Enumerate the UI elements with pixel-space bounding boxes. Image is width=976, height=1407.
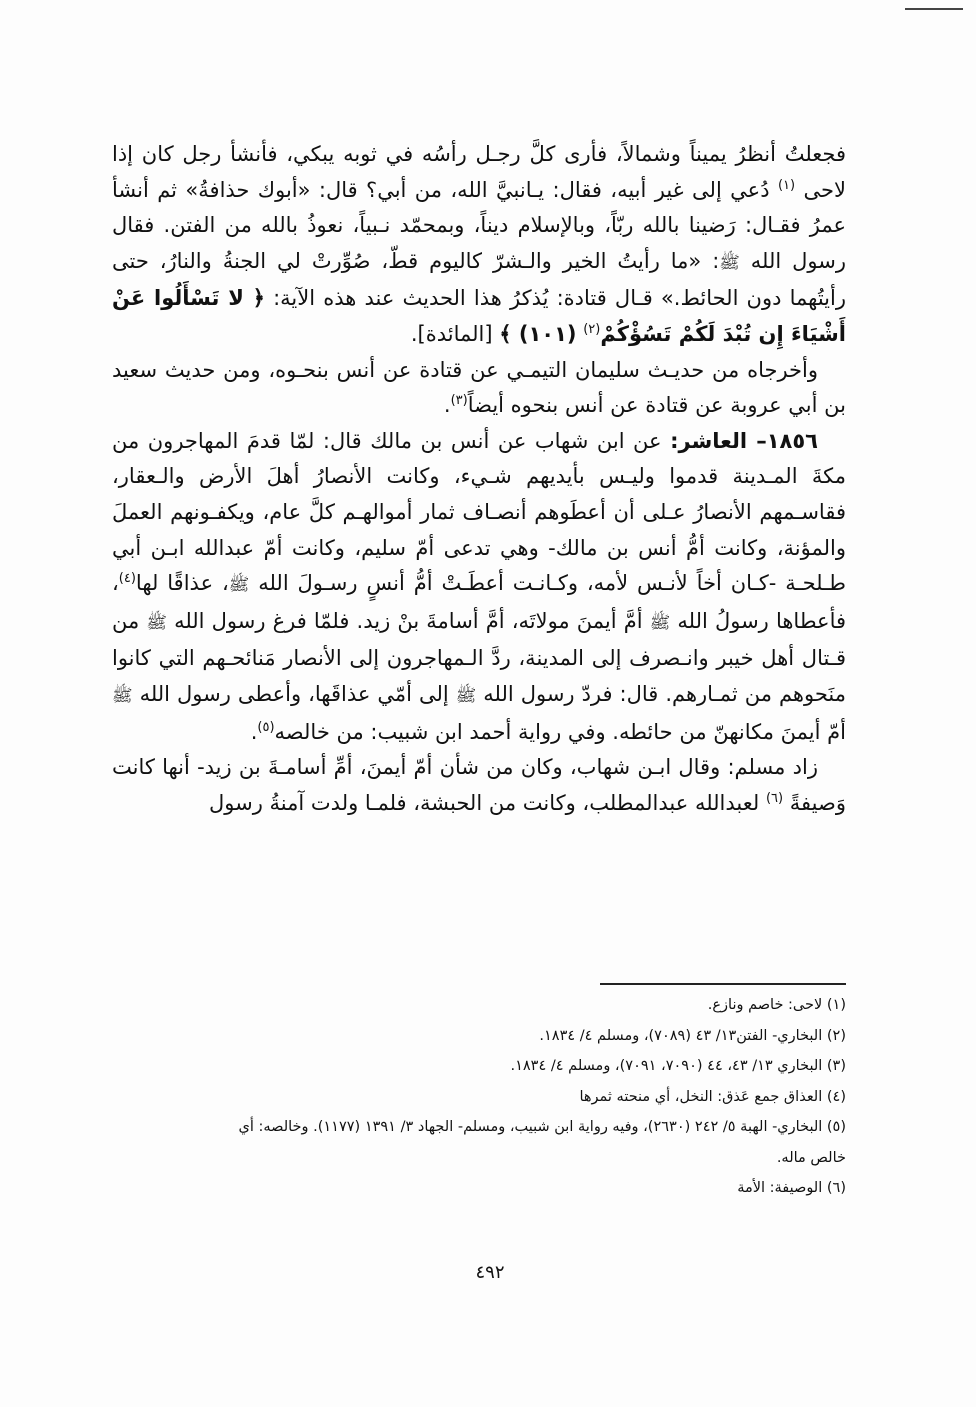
paragraph-4 [112,750,846,821]
text-run: عن ابن شهاب عن أنس بن مالك قال: لمّا قدمَ المهاجرون من مكةَ المـدينة قدموا وليـس بأيديهم شـيء، وكانت الأنصارُ أهلَ الأرض والـعقار، فقاسـمهم الأنصارُ عـلى أن أعطَوهم أنصـاف ثمار أموالهـم كلَّ عام، ويكفـونهم العملَ والمؤنة، وكانت أمُّ أنس بن مالك- وهي تدعى أمّ سليم، وكانت أمّ عبدالله ابـن أبي طـلحـة -كـان أخاً لأنـس لأمه، وكـانـت أعطَـتْ أمُّ أنسٍ رسـولَ الله [112,428,846,596]
footnote-1: (١) لاحى: خاصم ونازع. [707,997,846,1013]
footnote-marker-5: (٥) [257,719,275,735]
text-run: من قـتال أهل خيبر وانـصرف إلى المدينة، ردَّ الـمهاجرون إلى الأنصار مَنائحـهم التي كانوا منَحوهم من ثمـارهم. قال: فردّ رسول الله [112,608,846,706]
footnote-4: (٤) العذاق جمع عَذق: النخل، أي منحته ثمرها [579,1088,846,1105]
footnote-marker-2: (٢) [583,321,601,337]
footnote-5-continuation: خالص ماله. [776,1149,846,1166]
top-edge-mark [905,8,963,11]
salawat-glyph: ﷺ [455,685,477,706]
footnotes-section [112,990,846,1204]
footnote-6: (٦) الوصيفة: الأمة [737,1180,846,1196]
text-run: : «ما رأيتُ الخير والـشرّ كاليوم قطّ، صُوِّرتْ لي الجنةُ والنارُ، حتى رأيتُهما دون الحائط.» قـال قتادة: يُذكرُ هذا الحديث عند هذه الآية: [112,248,846,311]
paragraph-3 [112,424,846,750]
text-run: دُعي إلى غير أبيه، فقال: يـانبيَّ الله، من أبي؟ قال: «أبوك حذافةُ» ثم أنشأ عمرُ فقـال: رَضينا بالله ربّاً، وبالإسلام ديناً، وبمحمّد نـبياً، نعوذُ بالله من الفتن. فقال رسول الله [112,177,846,273]
footnote-5: (٥) البخاري- الهبة ٥/ ٢٤٢ (٢٦٣٠)، وفيه رواية ابن شبيب، ومسلم- الجهاد ٣/ ١٣٩١ (١١٧٧). وخالصه: أي [238,1119,846,1135]
surah-name: [المائدة]. [410,321,493,346]
footnote-marker-4: (٤) [118,571,136,587]
ayah-number: (١٠١) ﴾ [499,321,577,346]
text-run: أمَّ أيمنَ مولاتَه، أمَّ أسامةَ بنْ زيد. فلمّا فرغ رسول الله [174,608,643,633]
salawat-glyph: ﷺ [112,685,133,706]
text-run: أمّ أيمنَ مكانهنّ من حائطه. وفي رواية أحمد ابن شبيب: من خالصه [274,719,846,744]
paragraph-1 [112,137,846,353]
footnote-divider [600,983,846,985]
footnote-2: (٢) البخاري- الفتن١٣/ ٤٣ (٧٠٨٩)، ومسلم ٤/ ١٨٣٤. [539,1027,846,1044]
page-number: ٤٩٢ [475,1262,505,1283]
quran-verse: ﴿ لا تَسْأَلُوا عَنْ أَشْيَاءَ إِن تُبْدَ لَكُمْ تَسُؤْكُمْ [112,286,846,346]
text-run: إلى أمّي عذاقَها، وأعطى رسول الله [139,681,449,706]
salawat-glyph: ﷺ [228,575,250,596]
text-run: لعبدالله عبدالمطلب، وكانت من الحبشة، فلمـا ولدت آمنةُ رسول [209,790,760,815]
salawat-glyph: ﷺ [649,612,671,633]
footnote-marker-3: (٣) [450,393,468,409]
salawat-glyph: ﷺ [146,612,167,633]
footnote-marker-1: (١) [777,177,796,193]
text-run: ، فأعطاها رسولُ الله [112,571,847,633]
text-run: زاد مسلم: وقال ابـن شهاب، وكان من شأن أمّ أيمنَ، أمِّ أسامـةَ بن زيد- أنها كانت وَصيفةً [112,755,846,815]
salawat-glyph: ﷺ [719,252,740,273]
footnote-marker-6: (٦) [765,790,784,806]
footnote-3: (٣) البخاري ١٣/ ٤٣، ٤٤ (٧٠٩٠، ٧٠٩١)، ومسلم ٤/ ١٨٣٤. [510,1058,846,1074]
hadith-number: ١٨٥٦– العاشر: [670,428,818,453]
text-run: ، عذاقًا لها [135,571,229,596]
text-run: . [250,719,258,744]
text-run: . [443,393,451,418]
text-run: فجعلتُ أنظرُ يميناً وشمالاً، فأرى كلَّ رجـل رأسُه في ثوبه يبكي، فأنشأ رجل كان إذا لاحى [112,142,846,202]
text-run: وأخرجاه من حديـث سليمان التيمـي عن قتادة عن أنس بنحـوه، ومن حديث سعيد بن أبي عروبة عن قتادة عن أنس بنحوه أيضاً [112,357,846,418]
paragraph-2 [112,353,846,424]
main-text-body [112,137,846,821]
